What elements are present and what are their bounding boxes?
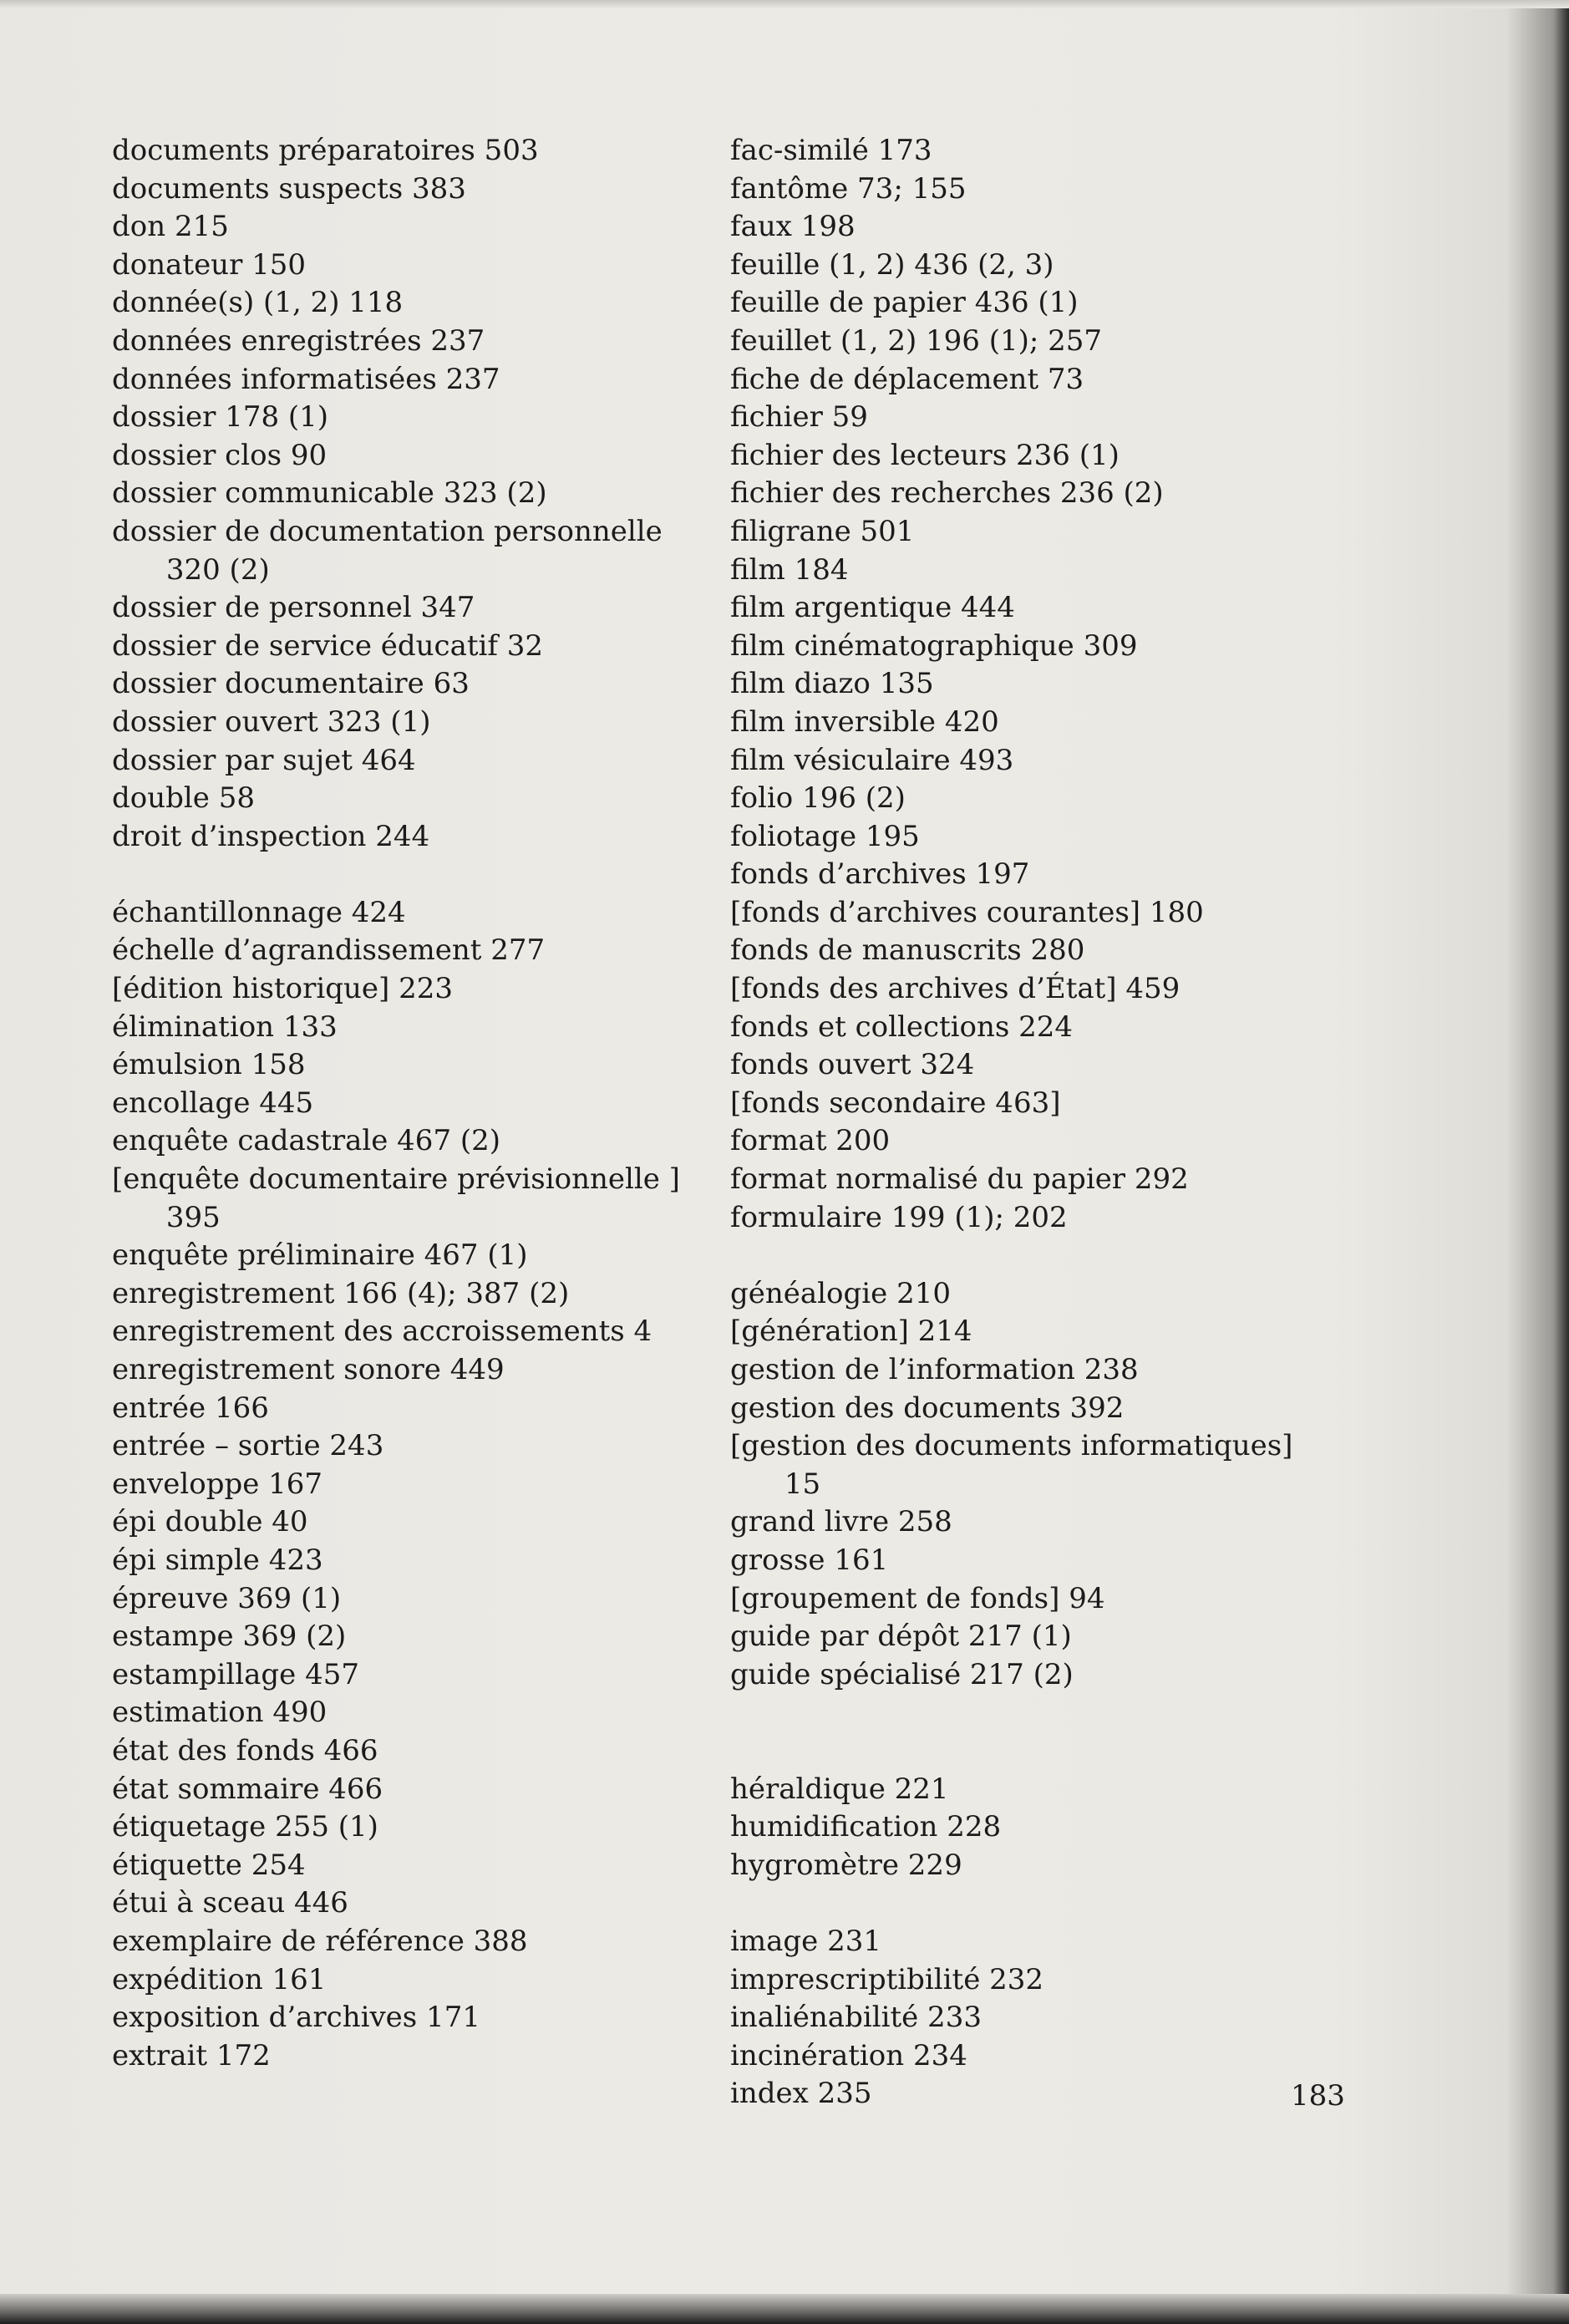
index-entry: fantôme 73; 155 bbox=[730, 171, 967, 206]
index-entry: film 184 bbox=[730, 552, 849, 587]
index-entry: film vésiculaire 493 bbox=[730, 743, 1014, 777]
index-entry: dossier ouvert 323 (1) bbox=[112, 704, 431, 739]
index-entry: double 58 bbox=[112, 781, 255, 816]
index-entry: fonds d’archives 197 bbox=[730, 857, 1030, 892]
index-entry: documents suspects 383 bbox=[112, 171, 466, 206]
index-entry: film argentique 444 bbox=[730, 591, 1015, 625]
index-entry: image 231 bbox=[730, 1924, 881, 1958]
index-entry: extrait 172 bbox=[112, 2038, 271, 2072]
index-entry: dossier de documentation personnelle bbox=[112, 514, 663, 548]
index-entry: feuille (1, 2) 436 (2, 3) bbox=[730, 247, 1054, 282]
index-entry: dossier par sujet 464 bbox=[112, 743, 416, 777]
index-entry: feuille de papier 436 (1) bbox=[730, 286, 1079, 320]
index-entry: entrée 166 bbox=[112, 1391, 269, 1425]
index-entry: fonds de manuscrits 280 bbox=[730, 933, 1085, 968]
index-entry: estimation 490 bbox=[112, 1696, 328, 1730]
index-entry: fichier des recherches 236 (2) bbox=[730, 476, 1164, 511]
index-entry bbox=[730, 1237, 1332, 1275]
index-entry: étiquette 254 bbox=[112, 1848, 306, 1882]
index-entry: hygromètre 229 bbox=[730, 1848, 962, 1882]
index-entry: incinération 234 bbox=[730, 2038, 967, 2072]
index-entry: film diazo 135 bbox=[730, 667, 934, 701]
index-entry: étiquetage 255 (1) bbox=[112, 1810, 378, 1844]
index-entry: guide par dépôt 217 (1) bbox=[730, 1620, 1072, 1654]
index-entry: [fonds des archives d’État] 459 bbox=[730, 972, 1181, 1006]
index-entry: généalogie 210 bbox=[730, 1276, 951, 1310]
index-entry: foliotage 195 bbox=[730, 819, 920, 853]
index-entry: formulaire 199 (1); 202 bbox=[730, 1200, 1068, 1234]
index-entry: documents préparatoires 503 bbox=[112, 134, 539, 167]
index-entry: enregistrement des accroissements 4 bbox=[112, 1315, 652, 1349]
index-entry bbox=[730, 1732, 1332, 1771]
index-entry: guide spécialisé 217 (2) bbox=[730, 1657, 1074, 1691]
index-entry: index 235 bbox=[730, 2077, 872, 2111]
index-entry: [fonds secondaire 463] bbox=[730, 1086, 1061, 1120]
index-entry: enregistrement 166 (4); 387 (2) bbox=[112, 1276, 570, 1310]
index-entry: grosse 161 bbox=[730, 1543, 889, 1577]
index-entry: enquête cadastrale 467 (2) bbox=[112, 1124, 501, 1158]
page-bottom-shadow bbox=[0, 2294, 1569, 2324]
index-entry: format 200 bbox=[730, 1124, 891, 1158]
index-entry: 320 (2) bbox=[112, 552, 270, 587]
index-entry: 395 bbox=[112, 1200, 221, 1234]
index-entry: données enregistrées 237 bbox=[112, 323, 485, 358]
index-entry: inaliénabilité 233 bbox=[730, 2001, 982, 2035]
index-entry: fichier des lecteurs 236 (1) bbox=[730, 438, 1120, 472]
index-entry: grand livre 258 bbox=[730, 1505, 952, 1539]
index-entry: état sommaire 466 bbox=[112, 1772, 383, 1806]
index-entry: encollage 445 bbox=[112, 1086, 314, 1120]
index-entry: échelle d’agrandissement 277 bbox=[112, 933, 546, 968]
index-entry: fichier 59 bbox=[730, 400, 868, 435]
index-entry: estampillage 457 bbox=[112, 1657, 359, 1691]
index-entry: épi double 40 bbox=[112, 1505, 308, 1539]
index-entry: dossier de personnel 347 bbox=[112, 591, 475, 625]
index-entry: folio 196 (2) bbox=[730, 781, 906, 816]
index-entry: expédition 161 bbox=[112, 1962, 327, 1996]
page-top-edge bbox=[0, 0, 1569, 8]
index-entry: exposition d’archives 171 bbox=[112, 2001, 480, 2035]
index-entry: fac-similé 173 bbox=[730, 134, 932, 167]
index-entry: état des fonds 466 bbox=[112, 1733, 378, 1767]
index-entry: gestion des documents 392 bbox=[730, 1391, 1125, 1425]
page-number: 183 bbox=[1291, 2079, 1345, 2113]
index-column-right bbox=[730, 132, 1332, 2113]
index-entry: données informatisées 237 bbox=[112, 362, 500, 396]
index-entry: film cinématographique 309 bbox=[730, 628, 1138, 663]
index-entry: [groupement de fonds] 94 bbox=[730, 1581, 1105, 1615]
index-entry: faux 198 bbox=[730, 210, 856, 244]
index-entry: droit d’inspection 244 bbox=[112, 819, 430, 853]
index-entry: enveloppe 167 bbox=[112, 1467, 323, 1501]
index-entry: [enquête documentaire prévisionnelle ] bbox=[112, 1162, 680, 1197]
index-entry: [fonds d’archives courantes] 180 bbox=[730, 895, 1204, 929]
index-entry: épi simple 423 bbox=[112, 1543, 323, 1577]
index-entry: humidification 228 bbox=[730, 1810, 1002, 1844]
index-entry: fonds et collections 224 bbox=[730, 1009, 1074, 1044]
index-entry: [édition historique] 223 bbox=[112, 972, 453, 1006]
index-entry: héraldique 221 bbox=[730, 1772, 949, 1806]
index-entry: 15 bbox=[730, 1467, 821, 1501]
index-entry: film inversible 420 bbox=[730, 704, 999, 739]
index-entry: donateur 150 bbox=[112, 247, 307, 282]
index-entry: filigrane 501 bbox=[730, 514, 915, 548]
index-entry: dossier de service éducatif 32 bbox=[112, 628, 544, 663]
index-entry: élimination 133 bbox=[112, 1009, 338, 1044]
index-entry: échantillonnage 424 bbox=[112, 895, 406, 929]
index-entry: feuillet (1, 2) 196 (1); 257 bbox=[730, 323, 1103, 358]
index-entry: don 215 bbox=[112, 210, 229, 244]
index-entry: dossier 178 (1) bbox=[112, 400, 329, 435]
index-entry: émulsion 158 bbox=[112, 1048, 306, 1082]
index-entry: fonds ouvert 324 bbox=[730, 1048, 975, 1082]
index-entry: entrée – sortie 243 bbox=[112, 1429, 384, 1463]
index-entry: dossier clos 90 bbox=[112, 438, 328, 472]
index-entry: dossier communicable 323 (2) bbox=[112, 476, 547, 511]
index-entry: donnée(s) (1, 2) 118 bbox=[112, 286, 404, 320]
index-column-left bbox=[112, 132, 722, 2075]
index-entry: enquête préliminaire 467 (1) bbox=[112, 1238, 528, 1273]
index-entry: gestion de l’information 238 bbox=[730, 1353, 1139, 1386]
index-entry: dossier documentaire 63 bbox=[112, 667, 470, 701]
index-entry: exemplaire de référence 388 bbox=[112, 1924, 528, 1958]
index-entry: format normalisé du papier 292 bbox=[730, 1162, 1189, 1197]
index-entry: imprescriptibilité 232 bbox=[730, 1962, 1044, 1996]
index-entry: [génération] 214 bbox=[730, 1315, 972, 1349]
index-entry: enregistrement sonore 449 bbox=[112, 1353, 505, 1386]
index-entry bbox=[112, 856, 722, 894]
index-entry bbox=[730, 1884, 1332, 1923]
index-entry: estampe 369 (2) bbox=[112, 1620, 347, 1654]
index-entry bbox=[730, 1694, 1332, 1732]
index-entry: [gestion des documents informatiques] bbox=[730, 1429, 1293, 1463]
index-entry: fiche de déplacement 73 bbox=[730, 362, 1084, 396]
index-entry: étui à sceau 446 bbox=[112, 1886, 348, 1920]
index-entry: épreuve 369 (1) bbox=[112, 1581, 342, 1615]
